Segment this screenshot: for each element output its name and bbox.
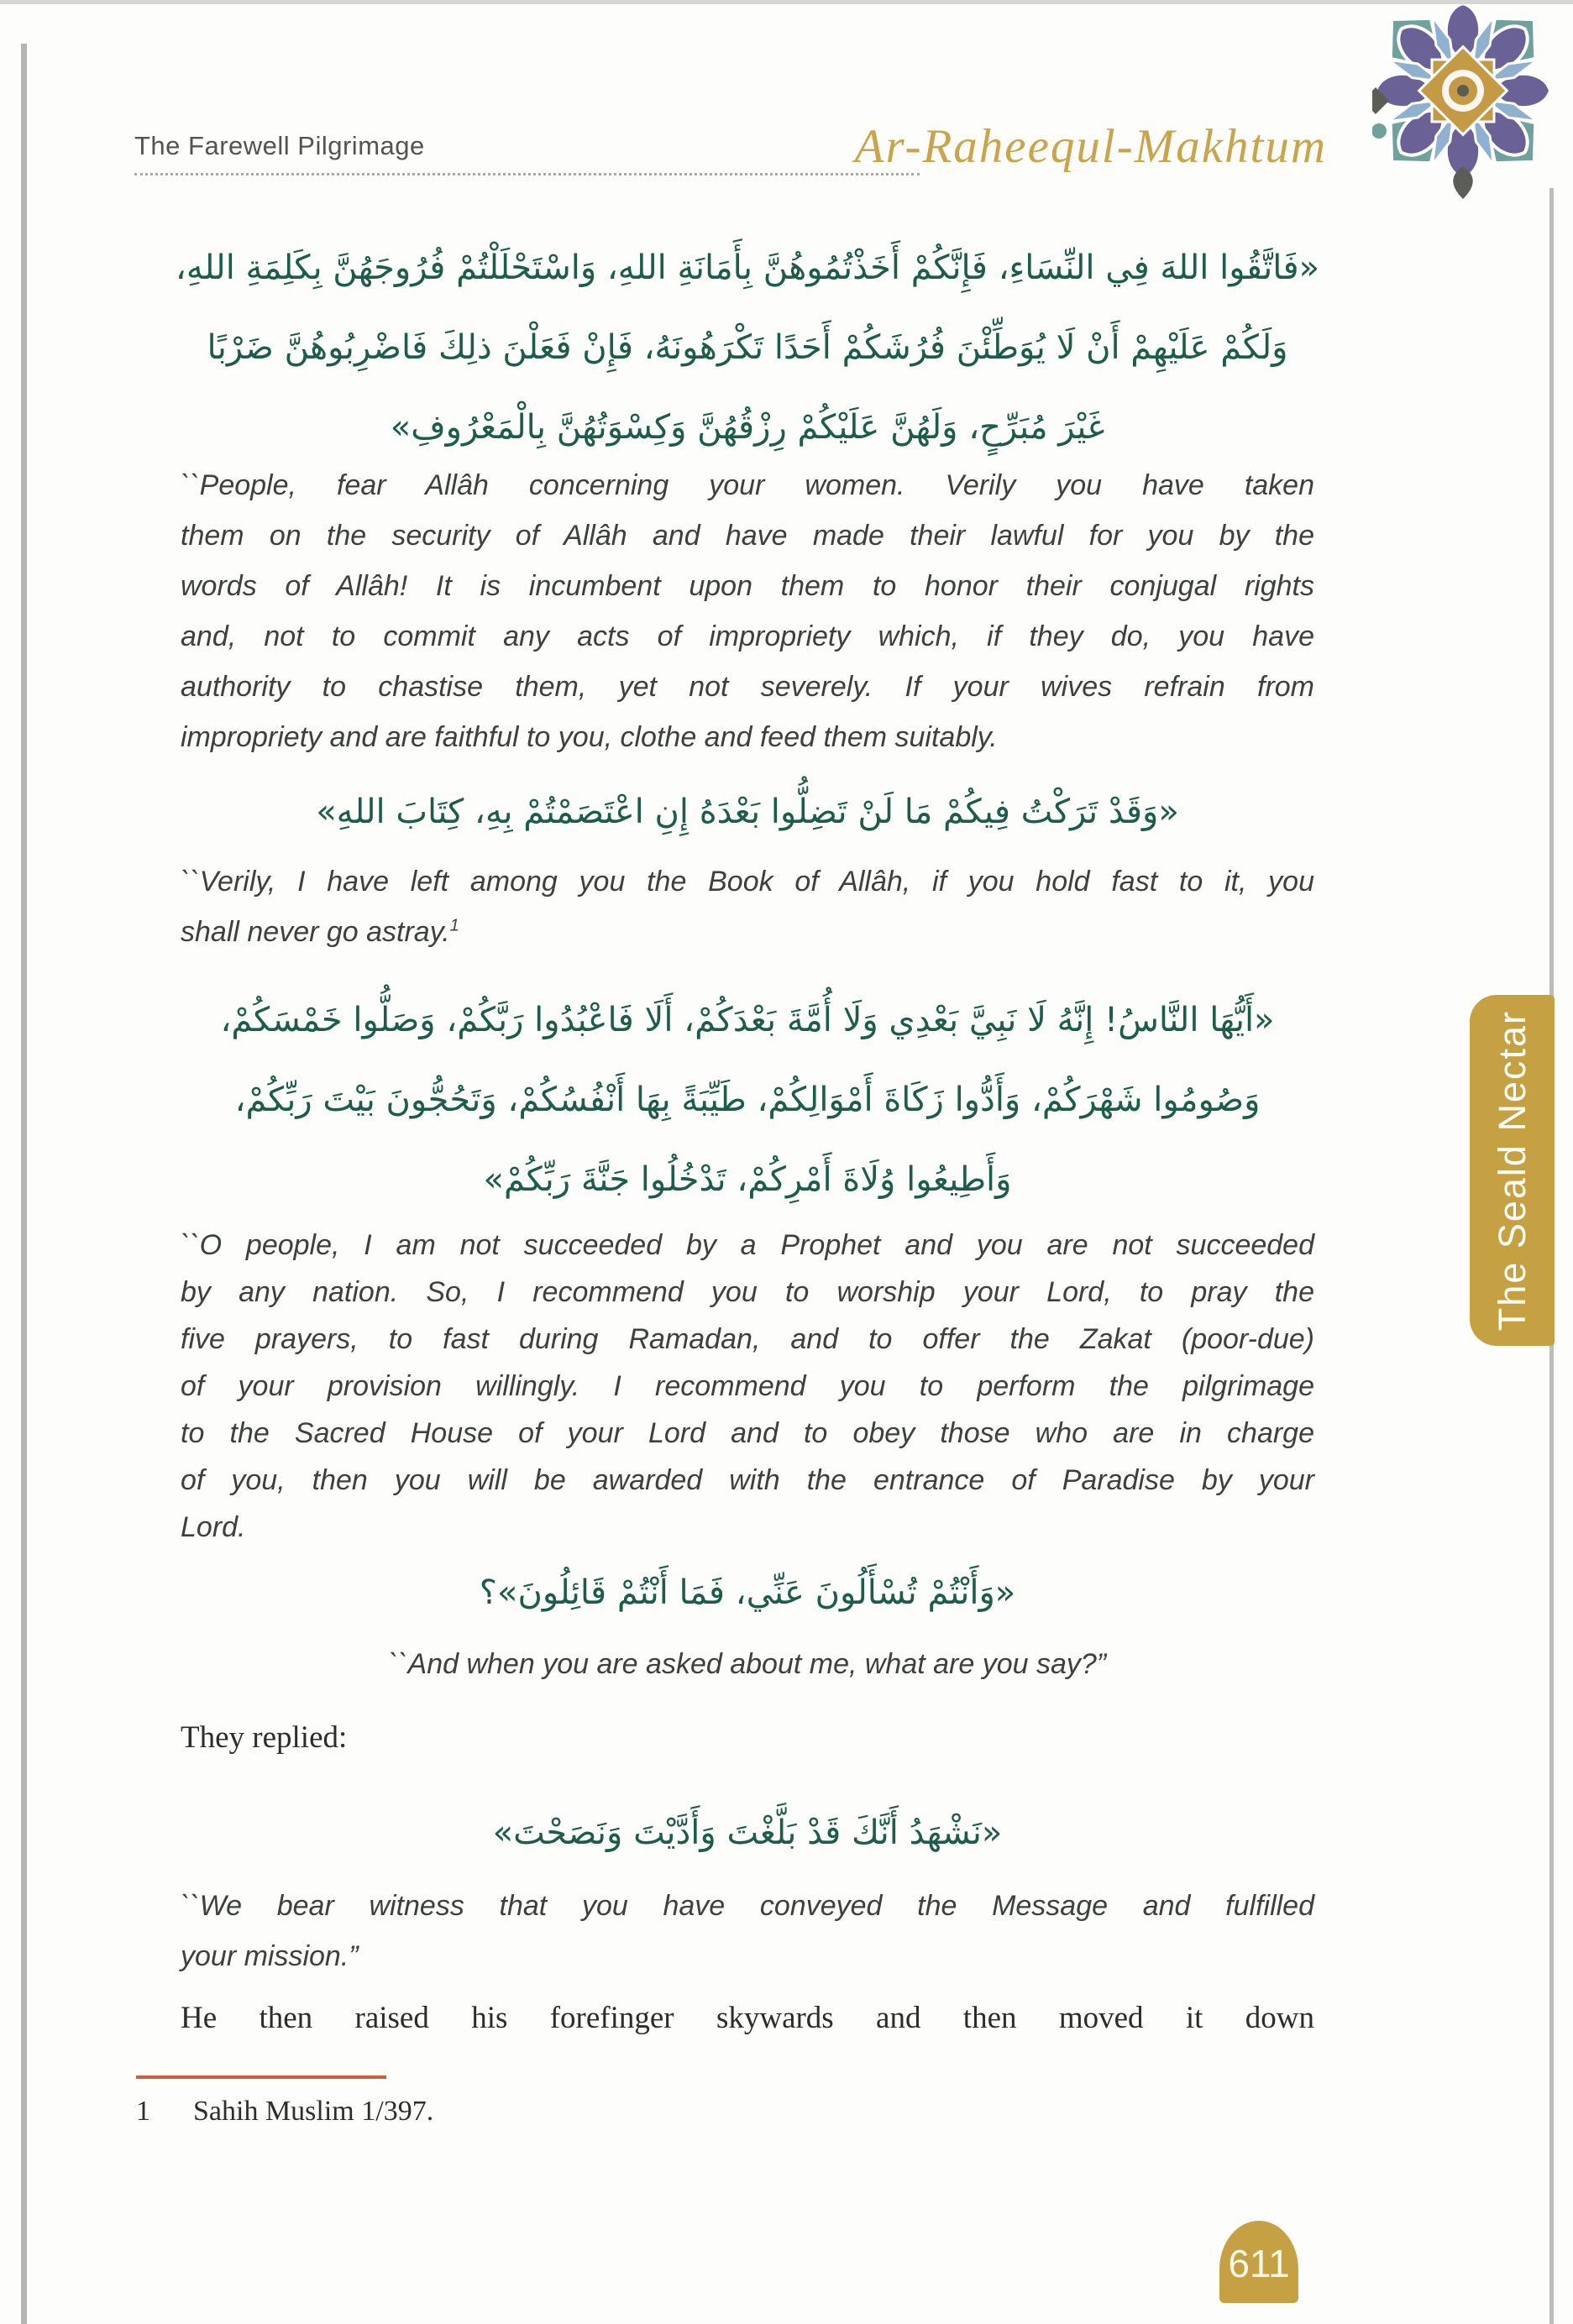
arabic-text-line: «نَشْهَدُ أَنَّكَ قَدْ بَلَّغْتَ وَأَدَّيْتَ وَنَصَحْتَ» [492,1814,1003,1852]
arabic-text-line: غَيْرَ مُبَرِّحٍ، وَلَهُنَّ عَلَيْكُمْ رِزْقُهُنَّ وَكِسْوَتُهُنَّ بِالْمَعْرُوفِ» [390,408,1105,447]
text-line: ``We bear witness that you have conveyed the Message and fulfilled [181,1890,1314,1922]
arabic-text-line: وَأَطِيعُوا وُلَاةَ أَمْرِكُمْ، تَدْخُلُوا جَنَّةَ رَبِّكُمْ» [483,1160,1012,1199]
arabic-text-line: «وَقَدْ تَرَكْتُ فِيكُمْ مَا لَنْ تَضِلُّوا بَعْدَهُ إِنِ اعْتَصَمْتُمْ بِهِ، كِتَابَ اللهِ» [316,793,1179,831]
footnote-divider-rule [136,2075,386,2079]
text-line: ``People, fear Allâh concerning your women. Verily you have taken [181,469,1314,501]
footnote-reference: 1 [449,916,459,935]
hadith-translation-2 [181,856,1314,957]
page-number-badge [1219,2221,1298,2303]
hadith-arabic-quote-2 [164,772,1331,852]
page-number: 611 [1228,2242,1290,2285]
text-line: and, not to commit any acts of impropriety which, if they do, you have [181,620,1314,652]
page-top-edge [0,0,1573,4]
text-segment: shall never go astray. [181,916,450,948]
hadith-translation-5 [181,1881,1314,1981]
text-line: ``O people, I am not succeeded by a Prophet and you are not succeeded [181,1229,1314,1261]
arabic-text-line: «وَأَنْتُمْ تُسْأَلُونَ عَنِّي، فَمَا أَنْتُمْ قَائِلُونَ»؟ [479,1573,1016,1612]
hadith-arabic-quote-4 [164,1553,1331,1633]
narration-they-replied: They replied: [181,1720,348,1755]
book-title-script: Ar-Raheequl-Makhtum [854,120,1327,173]
hadith-arabic-quote-5 [164,1793,1331,1873]
arabic-text-line: وَلَكُمْ عَلَيْهِمْ أَنْ لَا يُوَطِّئْنَ فُرُشَكُمْ أَحَدًا تَكْرَهُونَهُ، فَإِنْ فَعَلْنَ ذلِكَ فَاضْرِبُوهُنَّ ضَرْبًا [207,328,1288,367]
text-line: by any nation. So, I recommend you to worship your Lord, to pray the [181,1276,1314,1308]
text-line: impropriety and are faithful to you, clothe and feed them suitably. [181,721,998,753]
footnote [136,2096,433,2128]
narration-forefinger: He then raised his forefinger skywards and then moved it down [181,2001,1314,2035]
hadith-arabic-quote-1 [164,228,1331,468]
side-tab-label: The Seald Nectar [1490,1009,1534,1332]
footnote-text: Sahih Muslim 1/397. [193,2096,434,2127]
text-line [181,907,1314,957]
footnote-marker: 1 [136,2096,150,2127]
page-left-edge-line [21,44,27,2324]
arabic-text-line: «أَيُّهَا النَّاسُ! إِنَّهُ لَا نَبِيَّ بَعْدِي وَلَا أُمَّةَ بَعْدَكُمْ، أَلَا فَاعْبُدُوا رَبَّكُمْ، وَصَلُّوا خَمْسَكُمْ، [220,1001,1275,1039]
text-line: Lord. [181,1511,246,1543]
text-line: to the Sacred House of your Lord and to obey those who are in charge [181,1417,1314,1449]
hadith-translation-4: ``And when you are asked about me, what are you say?” [388,1648,1107,1680]
text-line: of you, then you will be awarded with the entrance of Paradise by your [181,1464,1314,1496]
text-line: them on the security of Allâh and have made their lawful for you by the [181,520,1314,552]
text-line: of your provision willingly. I recommend you to perform the pilgrimage [181,1370,1314,1402]
islamic-geometric-medallion-icon [1372,5,1554,200]
text-line: ``Verily, I have left among you the Book of Allâh, if you hold fast to it, you [181,866,1314,898]
arabic-text-line: وَصُومُوا شَهْرَكُمْ، وَأَدُّوا زَكَاةَ أَمْوَالِكُمْ، طَيِّبَةً بِهَا أَنْفُسُكُمْ، وَتَحُجُّونَ بَيْتَ رَبِّكُمْ، [234,1081,1261,1119]
arabic-text-line: «فَاتَّقُوا اللهَ فِي النِّسَاءِ، فَإِنَّكُمْ أَخَذْتُمُوهُنَّ بِأَمَانَةِ اللهِ، وَاسْتَحْلَلْتُمْ فُرُوجَهُنَّ بِكَلِمَةِ اللهِ، [175,249,1320,287]
text-line: five prayers, to fast during Ramadan, and to offer the Zakat (poor-due) [181,1323,1314,1355]
section-title: The Farewell Pilgrimage [134,131,425,160]
hadith-translation-3 [181,1222,1314,1551]
hadith-translation-1 [181,460,1314,762]
chapter-side-tab [1470,995,1555,1346]
text-line: your mission.” [181,1940,359,1972]
text-line: authority to chastise them, yet not severely. If your wives refrain from [181,671,1314,703]
text-line: words of Allâh! It is incumbent upon them to honor their conjugal rights [181,570,1314,602]
hadith-arabic-quote-3 [164,981,1331,1220]
dotted-leader-rule [134,149,920,175]
